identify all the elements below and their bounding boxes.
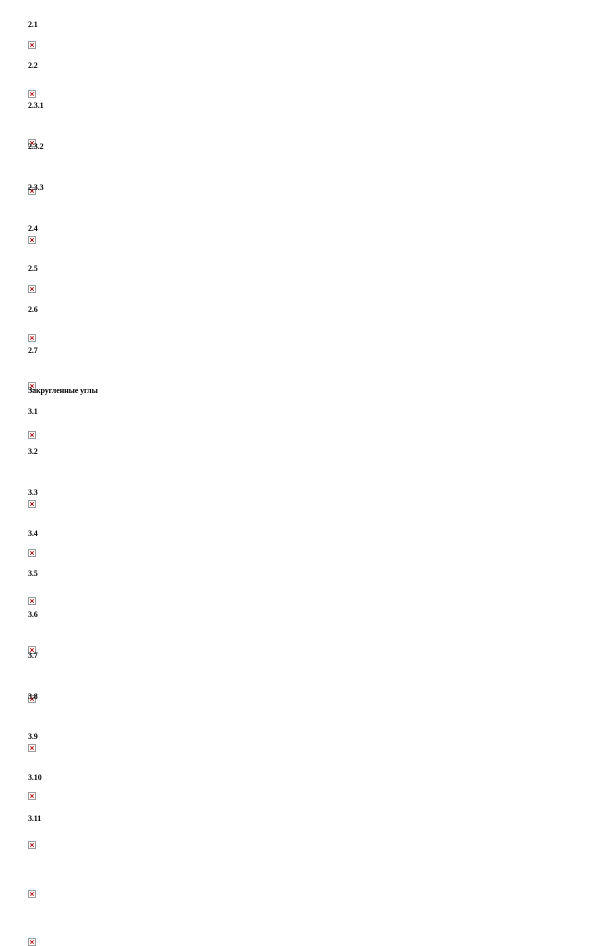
broken-image-icon bbox=[28, 431, 36, 439]
section-label: 2.3.2 bbox=[28, 142, 44, 152]
broken-image-icon bbox=[28, 549, 36, 557]
section-label: Закругленные углы bbox=[28, 386, 98, 396]
x-icon bbox=[30, 287, 34, 291]
document-page bbox=[28, 0, 568, 842]
section-label: 3.3 bbox=[28, 488, 38, 498]
broken-image-icon bbox=[28, 500, 36, 508]
broken-image-icon bbox=[28, 744, 36, 752]
broken-image-icon bbox=[28, 792, 36, 800]
x-icon bbox=[30, 92, 34, 96]
section-label: 2.1 bbox=[28, 20, 38, 29]
section-label: 3.7 bbox=[28, 650, 38, 660]
x-icon bbox=[30, 940, 34, 944]
broken-image-icon bbox=[28, 890, 36, 898]
section-label: 3.8 bbox=[28, 691, 38, 701]
x-icon bbox=[30, 43, 34, 47]
section-label: 3.6 bbox=[28, 610, 38, 620]
section-label: 3.2 bbox=[28, 447, 38, 457]
x-icon bbox=[30, 551, 34, 555]
broken-image-icon bbox=[28, 597, 36, 605]
x-icon bbox=[30, 433, 34, 437]
section-label: 2.4 bbox=[28, 223, 38, 233]
section-label: 3.11 bbox=[28, 813, 42, 823]
section-label: 3.9 bbox=[28, 732, 38, 742]
section-label: 3.1 bbox=[28, 406, 38, 416]
x-icon bbox=[30, 336, 34, 340]
section-label: 3.4 bbox=[28, 528, 38, 538]
broken-image-icon bbox=[28, 938, 36, 946]
broken-image-icon bbox=[28, 41, 36, 49]
x-icon bbox=[30, 892, 34, 896]
x-icon bbox=[30, 599, 34, 603]
x-icon bbox=[30, 794, 34, 798]
section-label: 2.3.3 bbox=[28, 182, 44, 192]
section-label: 2.2 bbox=[28, 60, 38, 70]
x-icon bbox=[30, 843, 34, 847]
section-label: 2.7 bbox=[28, 345, 38, 355]
broken-image-icon bbox=[28, 841, 36, 849]
broken-image-icon bbox=[28, 236, 36, 244]
x-icon bbox=[30, 502, 34, 506]
section-label: 3.10 bbox=[28, 772, 42, 782]
section-label: 2.3.1 bbox=[28, 101, 44, 111]
section-label: 2.6 bbox=[28, 304, 38, 314]
section-label: 2.5 bbox=[28, 264, 38, 274]
x-icon bbox=[30, 238, 34, 242]
broken-image-icon bbox=[28, 334, 36, 342]
broken-image-icon bbox=[28, 90, 36, 98]
broken-image-icon bbox=[28, 285, 36, 293]
x-icon bbox=[30, 746, 34, 750]
section-label: 3.5 bbox=[28, 569, 38, 579]
